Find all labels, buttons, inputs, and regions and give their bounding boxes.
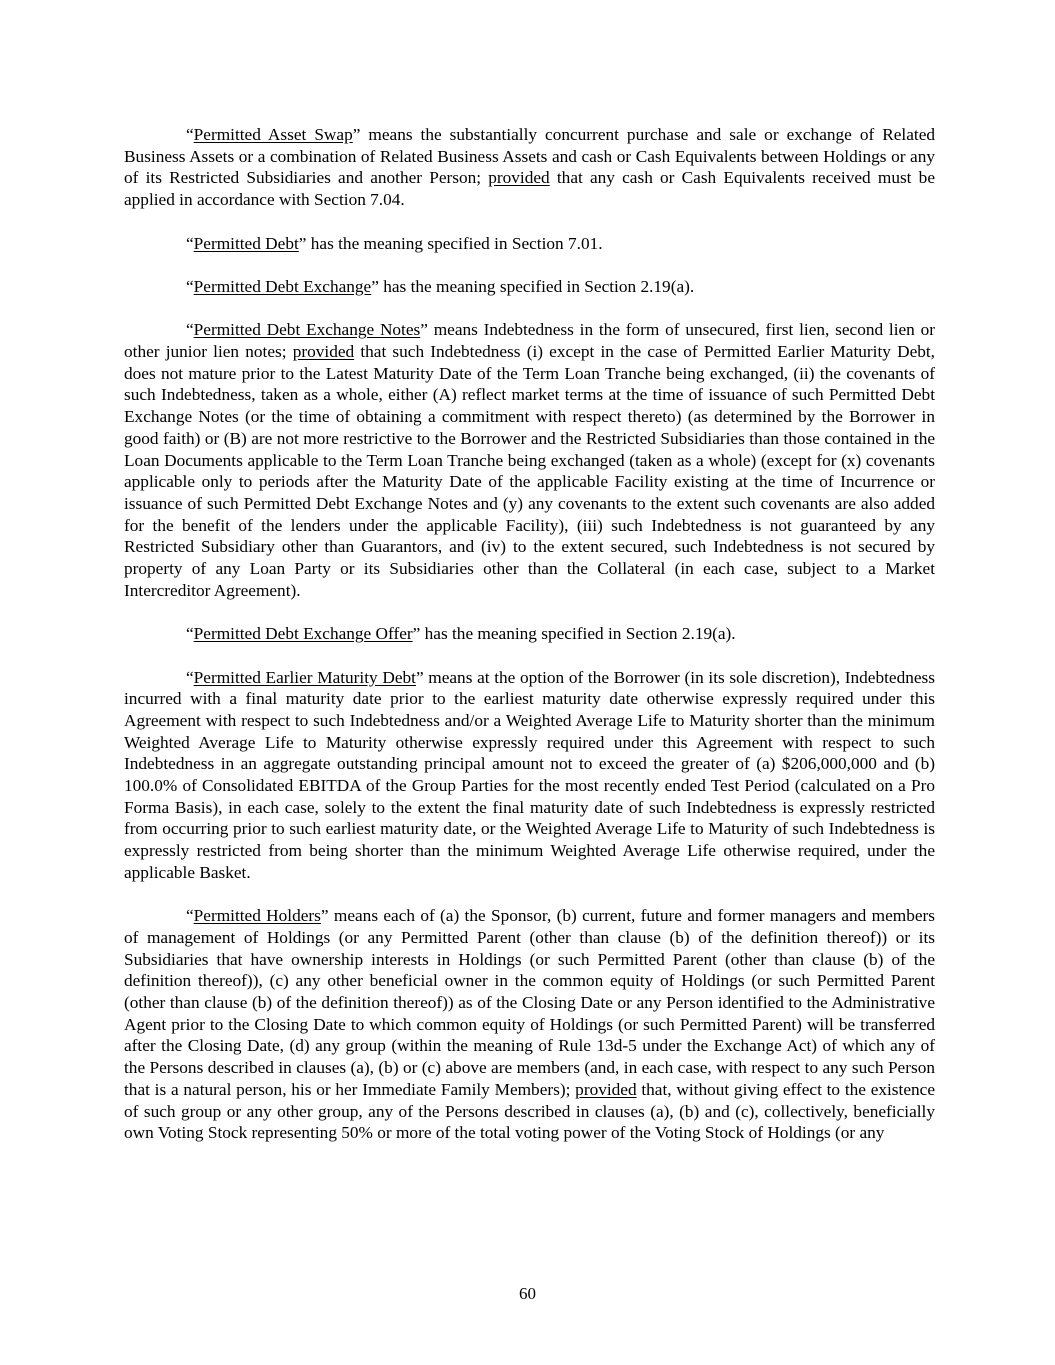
definition-text-continued: that such Indebtedness (i) except in the case of Permitted Earlier Maturity Debt, does not mature prior to the Latest Maturity Date of the Term Loan Tranche being exchanged, (ii) the covenants of such Indebtedness, taken as a whole, either (A) reflect market terms at the time of issuance of such Permitted Debt Exchange Notes (or the time of obtaining a commitment with respect thereto) (as determined by the Borrower in good faith) or (B) are not more restrictive to the Borrower and the Restricted Subsidiaries than those contained in the Loan Documents applicable to the Term Loan Tranche being exchanged (taken as a whole) (except for (x) covenants applicable only to periods after the Maturity Date of the applicable Facility existing at the time of Incurrence or issuance of such Permitted Debt Exchange Notes and (y) any covenants to the extent such covenants are also added for the benefit of the lenders under the applicable Facility), (iii) such Indebtedness is not guaranteed by any Restricted Subsidiary other than Guarantors, and (iv) to the extent secured, such Indebtedness is not secured by property of any Loan Party or its Subsidiaries other than the Collateral (in each case, subject to a Market Intercreditor Agreement). [124,341,936,600]
definition-text: ” has the meaning specified in Section 7.01. [298,233,603,253]
provided-term: provided [575,1079,637,1099]
open-quote: “ [186,624,194,644]
open-quote: “ [186,906,194,926]
defined-term: Permitted Debt Exchange Offer [193,624,413,644]
definition-permitted-earlier-maturity-debt [124,667,935,884]
definition-text-continued: that any cash or Cash Equivalents received must be applied in accordance with Section 7.04. [124,168,935,210]
definition-text: ” has the meaning specified in Section 2.19(a). [371,276,695,296]
definition-text-continued: that, without giving effect to the existence of such group or any other group, any of the Persons described in clauses (a), (b) and (c), collectively, beneficially own Voting Stock representing 50% or more of the total voting power of the Voting Stock of Holdings (or any [124,1079,935,1143]
defined-term: Permitted Earlier Maturity Debt [193,667,416,687]
definition-permitted-holders [124,905,935,1144]
open-quote: “ [186,125,194,144]
provided-term: provided [488,168,550,188]
open-quote: “ [186,667,194,687]
document-body [124,124,935,1144]
open-quote: “ [186,233,194,253]
defined-term: Permitted Asset Swap [193,125,353,144]
defined-term: Permitted Debt [193,233,299,253]
provided-term: provided [292,341,355,361]
definition-text: ” means at the option of the Borrower (in its sole discretion), Indebtedness incurred with a final maturity date prior to the earliest maturity date otherwise expressly required under this Agreement with respect to such Indebtedness and/or a Weighted Average Life to Maturity shorter than the minimum Weighted Average Life to Maturity otherwise expressly required under this Agreement with respect to such Indebtedness in an aggregate outstanding principal amount not to exceed the greater of (a) $206,000,000 and (b) 100.0% of Consolidated EBITDA of the Group Parties for the most recently ended Test Period (calculated on a Pro Forma Basis), in each case, solely to the extent the final maturity date of such Indebtedness is expressly restricted from occurring prior to such earliest maturity date, or the Weighted Average Life to Maturity of such Indebtedness is expressly restricted from being shorter than the minimum Weighted Average Life otherwise required, under the applicable Basket. [124,667,935,882]
definition-text: ” has the meaning specified in Section 2.19(a). [412,624,736,644]
definition-text: ” means the substantially concurrent purchase and sale or exchange of Related Business Assets or a combination of Related Business Assets and cash or Cash Equivalents between Holdings or any of its Restricted Subsidiaries and another Person; [124,125,936,188]
definition-permitted-debt-exchange-notes [124,319,935,601]
definition-permitted-debt [124,233,935,255]
defined-term: Permitted Debt Exchange [193,276,372,296]
definition-text: ” means each of (a) the Sponsor, (b) current, future and former managers and members of management of Holdings (or any Permitted Parent (other than clause (b) of the definition thereof)) or its Subsidiaries that have ownership interests in Holdings (or such Permitted Parent (other than clause (b) of the definition thereof)), (c) any other beneficial owner in the common equity of Holdings (or such Permitted Parent (other than clause (b) of the definition thereof)) as of the Closing Date or any Person identified to the Administrative Agent prior to the Closing Date to which common equity of Holdings (or such Permitted Parent) will be transferred after the Closing Date, (d) any group (within the meaning of Rule 13d-5 under the Exchange Act) of which any of the Persons described in clauses (a), (b) or (c) above are members (and, in each case, with respect to any such Person that is a natural person, his or her Immediate Family Members); [124,906,935,1099]
definition-permitted-debt-exchange-offer [124,623,935,645]
definition-permitted-asset-swap [124,124,935,211]
defined-term: Permitted Debt Exchange Notes [193,320,421,340]
open-quote: “ [186,276,194,296]
defined-term: Permitted Holders [193,906,321,926]
definition-text: ” means Indebtedness in the form of unsecured, first lien, second lien or other junior lien notes; [124,320,935,361]
open-quote: “ [186,320,194,340]
page-number: 60 [519,1284,536,1303]
definition-permitted-debt-exchange [124,276,935,298]
